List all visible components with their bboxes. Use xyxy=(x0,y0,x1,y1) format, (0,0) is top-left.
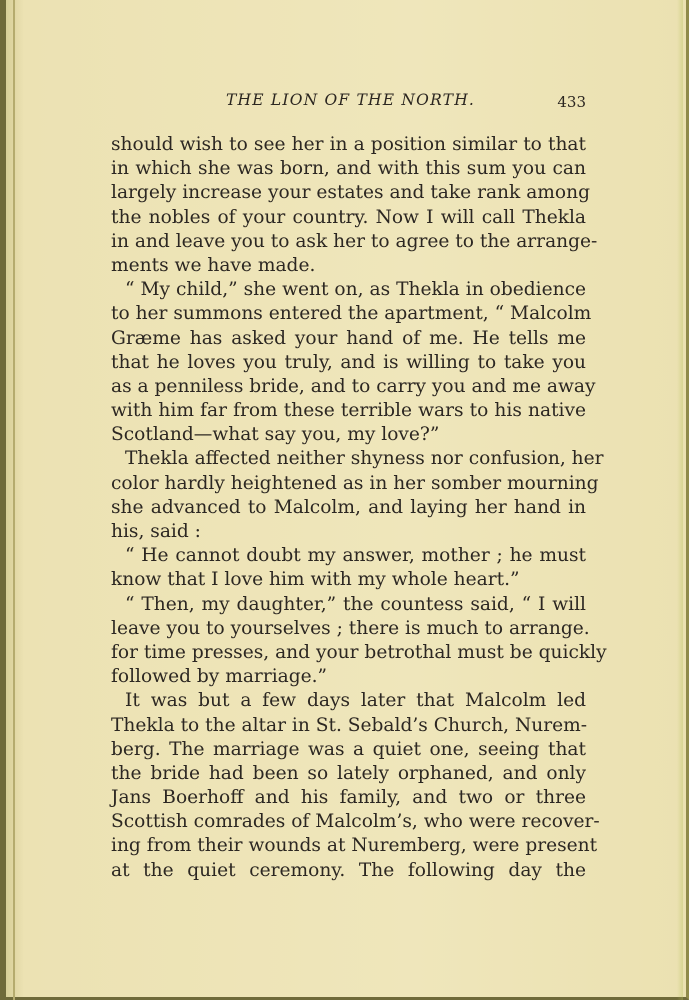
text-line: in which she was born, and with this sum you can xyxy=(111,158,586,180)
text-line: should wish to see her in a position similar to that xyxy=(111,134,586,155)
text-line: ing from their wounds at Nuremberg, were present xyxy=(111,835,598,857)
text-line: know that I love him with my whole heart.” xyxy=(111,569,520,591)
text-line: at the quiet ceremony. The following day the xyxy=(111,859,586,881)
text-line: berg. The marriage was a quiet one, seeing that xyxy=(111,738,586,760)
text-line: Jans Boerhoff and his family, and two or three xyxy=(111,787,586,809)
text-line: ments we have made. xyxy=(111,254,316,276)
running-title: THE LION OF THE NORTH. xyxy=(226,91,476,109)
running-head xyxy=(111,88,586,114)
text-line: largely increase your estates and take rank among xyxy=(111,182,590,204)
text-line: to her summons entered the apartment, “ Malcolm xyxy=(111,303,592,325)
text-line: “ Then, my daughter,” the countess said, “ I will xyxy=(125,593,586,615)
text-line: followed by marriage.” xyxy=(111,666,328,688)
text-line: for time presses, and your betrothal must be quickly xyxy=(111,641,607,663)
text-line: as a penniless bride, and to carry you and me away xyxy=(111,375,596,397)
text-line: Thekla affected neither shyness nor confusion, her xyxy=(125,448,604,470)
text-line: with him far from these terrible wars to his native xyxy=(111,400,586,422)
page-edge-stain xyxy=(677,0,683,1000)
text-line: the nobles of your country. Now I will call Thekla xyxy=(111,206,586,228)
text-line: the bride had been so lately orphaned, and only xyxy=(111,762,586,784)
text-line: Græme has asked your hand of me. He tells me xyxy=(111,327,586,349)
text-line: she advanced to Malcolm, and laying her hand in xyxy=(111,496,586,518)
text-line: that he loves you truly, and is willing to take you xyxy=(111,351,586,373)
text-line: “ My child,” she went on, as Thekla in obedience xyxy=(125,279,586,301)
text-line: Thekla to the altar in St. Sebald’s Church, Nurem- xyxy=(111,714,588,736)
text-line: Scotland—what say you, my love?” xyxy=(111,424,440,446)
text-line: in and leave you to ask her to agree to the arrange- xyxy=(111,230,598,252)
text-line: It was but a few days later that Malcolm led xyxy=(125,690,586,712)
text-line: leave you to yourselves ; there is much to arrange. xyxy=(111,617,590,639)
page-number: 433 xyxy=(557,93,586,111)
text-line: Scottish comrades of Malcolm’s, who were recover- xyxy=(111,811,600,833)
body-text xyxy=(111,133,607,883)
text-line: “ He cannot doubt my answer, mother ; he must xyxy=(125,545,586,567)
text-line: color hardly heightened as in her somber mourning xyxy=(111,472,599,494)
binding-gutter xyxy=(13,0,15,1000)
text-line: his, said : xyxy=(111,521,201,542)
